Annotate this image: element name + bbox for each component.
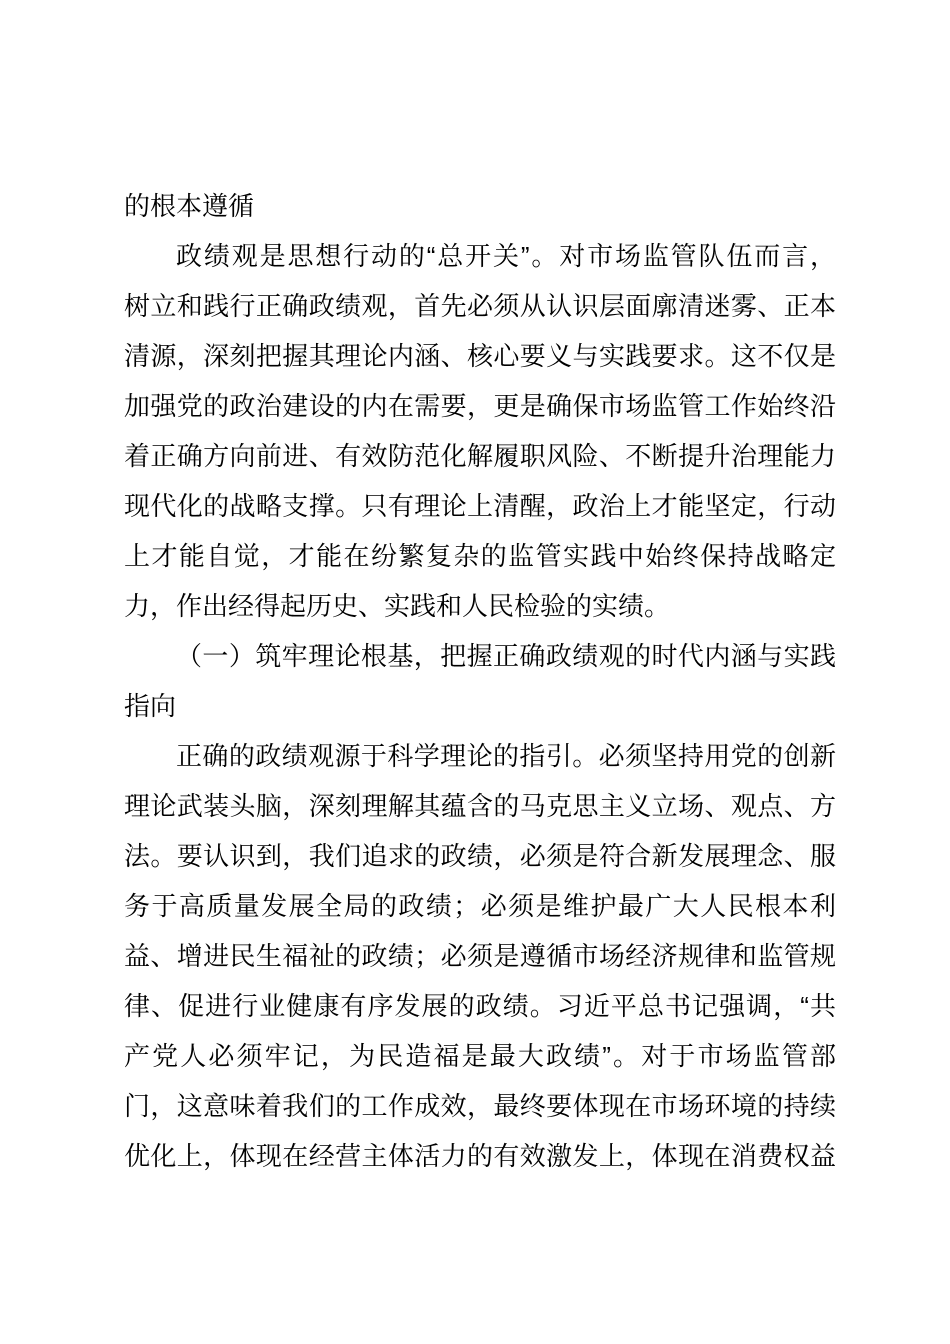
text-line: 政绩观是思想行动的“总开关”。对市场监管队伍而言， bbox=[176, 241, 836, 271]
text-line: 的根本遵循 bbox=[124, 191, 255, 221]
paragraph bbox=[124, 631, 836, 731]
text-line: 法。要认识到，我们追求的政绩，必须是符合新发展理念、服 bbox=[124, 841, 836, 871]
text-line: 着正确方向前进、有效防范化解履职风险、不断提升治理能力 bbox=[124, 441, 836, 471]
text-line: 正确的政绩观源于科学理论的指引。必须坚持用党的创新 bbox=[176, 741, 836, 771]
document-body bbox=[124, 181, 836, 1181]
text-line: 上才能自觉，才能在纷繁复杂的监管实践中始终保持战略定 bbox=[124, 541, 836, 571]
text-line: 清源，深刻把握其理论内涵、核心要义与实践要求。这不仅是 bbox=[124, 341, 836, 371]
text-line: 优化上，体现在经营主体活力的有效激发上，体现在消费权益 bbox=[124, 1141, 836, 1171]
text-line: 力，作出经得起历史、实践和人民检验的实绩。 bbox=[124, 591, 671, 621]
text-line: 门，这意味着我们的工作成效，最终要体现在市场环境的持续 bbox=[124, 1091, 836, 1121]
paragraph bbox=[124, 731, 836, 1181]
text-line: 树立和践行正确政绩观，首先必须从认识层面廓清迷雾、正本 bbox=[124, 291, 836, 321]
paragraph bbox=[124, 181, 836, 231]
text-line: （一）筑牢理论根基，把握正确政绩观的时代内涵与实践 bbox=[176, 641, 836, 671]
text-line: 理论武装头脑，深刻理解其蕴含的马克思主义立场、观点、方 bbox=[124, 791, 836, 821]
text-line: 现代化的战略支撑。只有理论上清醒，政治上才能坚定，行动 bbox=[124, 491, 836, 521]
text-line: 产党人必须牢记，为民造福是最大政绩”。对于市场监管部 bbox=[124, 1041, 836, 1071]
paragraph bbox=[124, 231, 836, 631]
text-line: 律、促进行业健康有序发展的政绩。习近平总书记强调，“共 bbox=[124, 991, 836, 1021]
text-line: 指向 bbox=[124, 691, 177, 721]
text-line: 加强党的政治建设的内在需要，更是确保市场监管工作始终沿 bbox=[124, 391, 836, 421]
text-line: 务于高质量发展全局的政绩；必须是维护最广大人民根本利 bbox=[124, 891, 836, 921]
text-line: 益、增进民生福祉的政绩；必须是遵循市场经济规律和监管规 bbox=[124, 941, 836, 971]
